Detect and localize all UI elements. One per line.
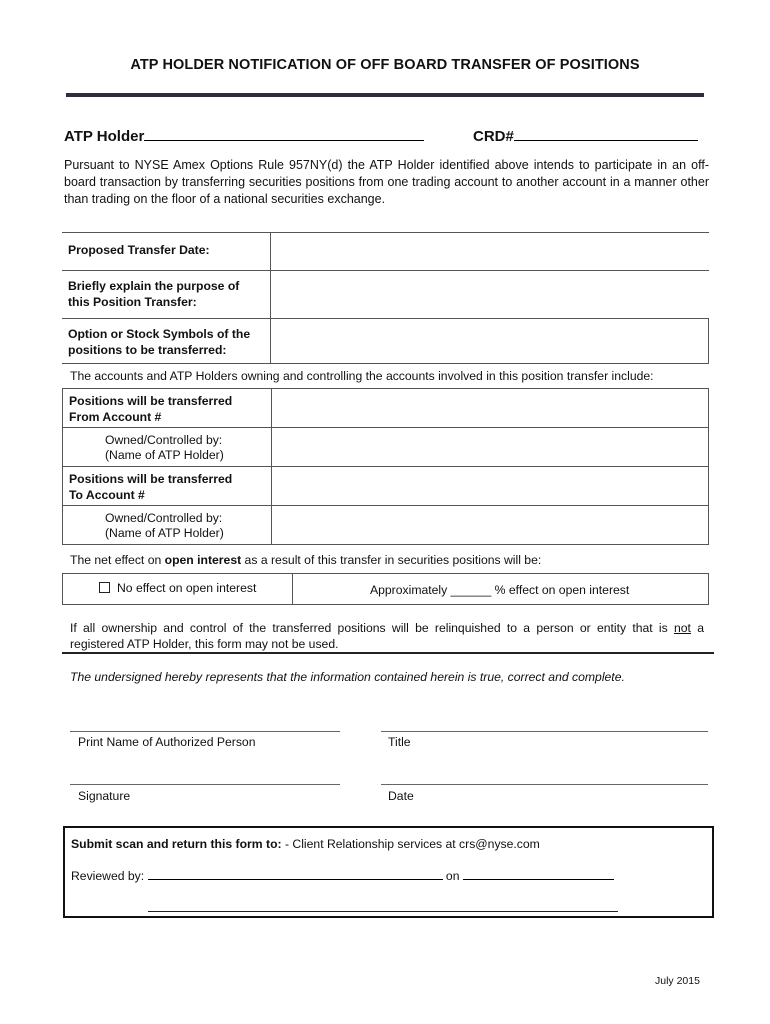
form-title: ATP HOLDER NOTIFICATION OF OFF BOARD TRANSFER OF POSITIONS — [130, 57, 640, 73]
reviewed-by-label: Reviewed by: — [71, 869, 148, 883]
from-owner-input[interactable] — [272, 428, 709, 467]
table-row — [63, 428, 709, 467]
no-effect-checkbox[interactable] — [99, 582, 110, 593]
crd-underline — [514, 126, 698, 141]
title-label: Title — [388, 735, 411, 749]
accounts-intro: The accounts and ATP Holders owning and controlling the accounts involved in this position transfer include: — [70, 369, 654, 383]
table-row — [62, 233, 709, 271]
submit-instructions: Submit scan and return this form to: - Client Relationship services at crs@nyse.com — [71, 837, 540, 851]
relinquish-notice: If all ownership and control of the transferred positions will be relinquished to a person or entity that is not a registered ATP Holder, this form may not be used. — [70, 621, 704, 651]
atp-holder-field[interactable] — [64, 126, 424, 145]
approximate-effect-label: Approximately ______ % effect on open interest — [370, 583, 630, 597]
footer-date: July 2015 — [655, 975, 700, 987]
table-row — [63, 389, 709, 428]
title-line[interactable] — [381, 731, 708, 732]
from-account-label: Positions will be transferred From Account # — [63, 389, 272, 428]
to-owner-label: Owned/Controlled by: (Name of ATP Holder) — [63, 506, 272, 545]
signature-line[interactable] — [70, 784, 340, 785]
attestation-statement: The undersigned hereby represents that the information contained herein is true, correct and complete. — [70, 670, 625, 684]
table-row — [63, 506, 709, 545]
crd-label: CRD# — [473, 128, 514, 145]
table-row — [63, 467, 709, 506]
no-effect-option[interactable] — [63, 574, 293, 605]
reviewed-by-field[interactable] — [71, 868, 614, 883]
table-row — [62, 319, 709, 364]
table-row — [63, 574, 709, 605]
atp-holder-underline — [144, 126, 424, 141]
on-label: on — [442, 869, 463, 883]
purpose-label: Briefly explain the purpose of this Position Transfer: — [62, 271, 271, 319]
symbols-label: Option or Stock Symbols of the positions to be transferred: — [62, 319, 271, 364]
reviewed-by-line — [148, 868, 443, 880]
reviewed-on-line — [463, 868, 614, 880]
reviewed-extra-line[interactable] — [148, 911, 618, 912]
proposed-transfer-date-input[interactable] — [271, 233, 709, 271]
to-owner-input[interactable] — [272, 506, 709, 545]
print-name-line[interactable] — [70, 731, 340, 732]
net-effect-text: The net effect on open interest as a result of this transfer in securities positions will be: — [70, 553, 542, 567]
purpose-input[interactable] — [271, 271, 709, 319]
date-label: Date — [388, 789, 414, 803]
symbols-input[interactable] — [271, 319, 709, 364]
proposed-transfer-date-label: Proposed Transfer Date: — [62, 233, 271, 271]
transfer-details-table — [62, 232, 709, 364]
open-interest-table — [62, 573, 709, 605]
title-divider — [66, 93, 704, 97]
print-name-label: Print Name of Authorized Person — [78, 735, 256, 749]
signature-label: Signature — [78, 789, 131, 803]
crd-field[interactable] — [473, 126, 698, 145]
atp-holder-label: ATP Holder — [64, 128, 145, 145]
accounts-table — [62, 388, 709, 545]
section-divider — [62, 652, 714, 654]
to-account-label: Positions will be transferred To Account # — [63, 467, 272, 506]
from-owner-label: Owned/Controlled by: (Name of ATP Holder) — [63, 428, 272, 467]
to-account-input[interactable] — [272, 467, 709, 506]
approximate-effect-option[interactable] — [293, 574, 709, 605]
table-row — [62, 271, 709, 319]
from-account-input[interactable] — [272, 389, 709, 428]
no-effect-label: No effect on open interest — [117, 581, 257, 595]
date-line[interactable] — [381, 784, 708, 785]
intro-paragraph: Pursuant to NYSE Amex Options Rule 957NY(d) the ATP Holder identified above intends to participate in an off-board transaction by transferring securities positions from one trading account to another account in a manner other than trading on the floor of a national securities exchange. — [64, 158, 709, 206]
